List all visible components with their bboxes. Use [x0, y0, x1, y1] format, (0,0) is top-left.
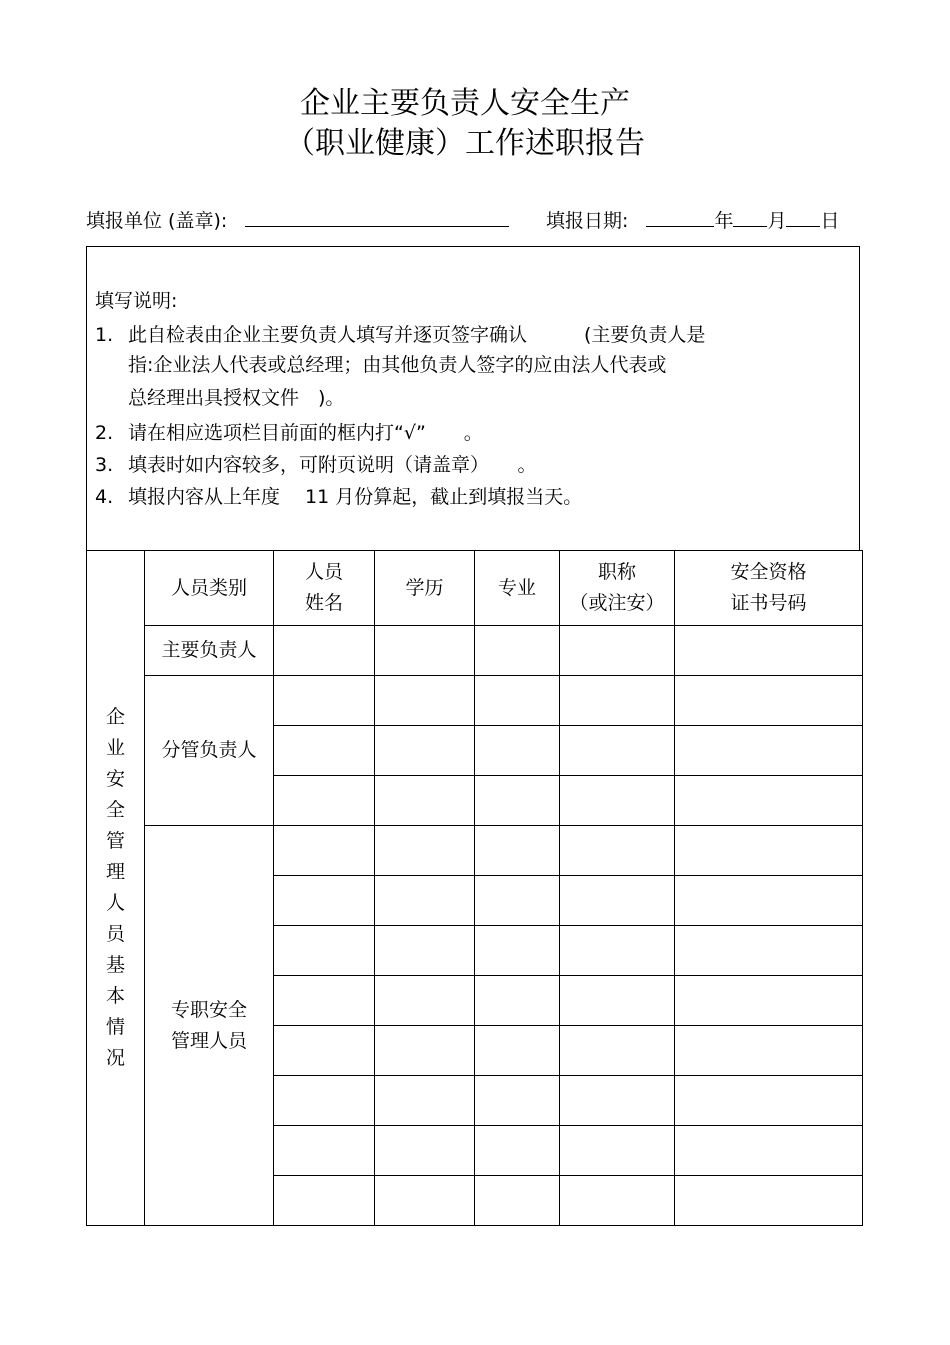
item-number: 4.: [95, 486, 114, 508]
table-cell[interactable]: [560, 626, 675, 676]
table-row: [87, 626, 863, 676]
table-cell[interactable]: [675, 776, 863, 826]
table-cell[interactable]: [560, 1126, 675, 1176]
side-label-cell: 企 业 安 全 管 理 人 员 基 本 情 况: [87, 551, 145, 1226]
table-cell[interactable]: [375, 876, 475, 926]
table-cell[interactable]: [375, 826, 475, 876]
table-cell[interactable]: [274, 776, 375, 826]
page-title: 企业主要负责人安全生产: [300, 86, 630, 121]
table-cell[interactable]: [475, 826, 560, 876]
unit-input-line[interactable]: [245, 206, 509, 227]
table-cell[interactable]: [675, 826, 863, 876]
table-cell[interactable]: [560, 876, 675, 926]
month-label: 月: [767, 210, 787, 232]
table-cell[interactable]: [475, 776, 560, 826]
table-cell[interactable]: [274, 1176, 375, 1226]
table-cell[interactable]: [375, 1026, 475, 1076]
item-2-line-1: 请在相应选项栏目前面的框内打“√” 。: [128, 422, 483, 444]
table-cell[interactable]: [375, 1076, 475, 1126]
table-cell[interactable]: [274, 726, 375, 776]
table-cell[interactable]: [375, 1176, 475, 1226]
unit-field: [86, 206, 509, 234]
table-cell[interactable]: [274, 976, 375, 1026]
table-cell[interactable]: [375, 626, 475, 676]
table-cell[interactable]: [375, 776, 475, 826]
group-fulltime-label: 专职安全 管理人员: [145, 826, 274, 1226]
table-cell[interactable]: [475, 726, 560, 776]
instructions-heading: 填写说明:: [95, 290, 178, 312]
item-1-line-1: 此自检表由企业主要负责人填写并逐页签字确认 (主要负责人是: [128, 324, 706, 346]
table-cell[interactable]: [475, 676, 560, 726]
unit-label: 填报单位 (盖章):: [86, 210, 228, 232]
header-title: 职称 （或注安）: [560, 551, 675, 626]
table-cell[interactable]: [274, 1026, 375, 1076]
table-cell[interactable]: [475, 1026, 560, 1076]
group-deputy-label: 分管负责人: [145, 676, 274, 826]
table-cell[interactable]: [375, 676, 475, 726]
day-input-line[interactable]: [786, 206, 820, 227]
date-label: 填报日期:: [546, 210, 629, 232]
table-cell[interactable]: [274, 876, 375, 926]
table-cell[interactable]: [560, 1026, 675, 1076]
item-number: 3.: [95, 454, 114, 476]
table-header-row: [87, 551, 863, 626]
table-cell[interactable]: [560, 676, 675, 726]
table-cell[interactable]: [675, 976, 863, 1026]
table-cell[interactable]: [375, 1126, 475, 1176]
table-cell[interactable]: [560, 776, 675, 826]
table-cell[interactable]: [675, 1076, 863, 1126]
item-number: 2.: [95, 422, 114, 444]
table-cell[interactable]: [274, 1076, 375, 1126]
table-cell[interactable]: [560, 1076, 675, 1126]
table-cell[interactable]: [274, 626, 375, 676]
header-major: 专业: [475, 551, 560, 626]
table-cell[interactable]: [560, 976, 675, 1026]
table-cell[interactable]: [675, 676, 863, 726]
table-cell[interactable]: [274, 1126, 375, 1176]
date-field: [546, 206, 840, 234]
table-cell[interactable]: [475, 1176, 560, 1226]
table-cell[interactable]: [475, 976, 560, 1026]
table-cell[interactable]: [475, 1126, 560, 1176]
table-cell[interactable]: [675, 1026, 863, 1076]
header-cert: 安全资格 证书号码: [675, 551, 863, 626]
month-input-line[interactable]: [733, 206, 767, 227]
page-subtitle: （职业健康）工作述职报告: [285, 126, 645, 161]
item-3-line-1: 填表时如内容较多，可附页说明（请盖章） 。: [128, 454, 537, 476]
table-cell[interactable]: [560, 926, 675, 976]
table-cell[interactable]: [675, 1126, 863, 1176]
instructions-box: [86, 246, 860, 550]
table-cell[interactable]: [475, 626, 560, 676]
personnel-table: [86, 550, 863, 1226]
table-cell[interactable]: [675, 1176, 863, 1226]
year-input-line[interactable]: [646, 206, 714, 227]
table-cell[interactable]: [560, 826, 675, 876]
year-label: 年: [714, 210, 734, 232]
item-1-line-3: 总经理出具授权文件 )。: [128, 387, 345, 409]
table-cell[interactable]: [274, 676, 375, 726]
table-cell[interactable]: [475, 1076, 560, 1126]
table-cell[interactable]: [675, 876, 863, 926]
table-cell[interactable]: [675, 626, 863, 676]
item-number: 1.: [95, 324, 114, 346]
table-cell[interactable]: [375, 926, 475, 976]
item-4-line-1: 填报内容从上年度 11 月份算起，截止到填报当天。: [128, 486, 583, 508]
table-cell[interactable]: [675, 926, 863, 976]
table-cell[interactable]: [475, 876, 560, 926]
table-cell[interactable]: [375, 976, 475, 1026]
table-cell[interactable]: [675, 726, 863, 776]
item-1-line-2: 指:企业法人代表或总经理；由其他负责人签字的应由法人代表或: [128, 354, 667, 376]
table-row: [87, 826, 863, 876]
group-main-label: 主要负责人: [145, 626, 274, 676]
table-cell[interactable]: [560, 1176, 675, 1226]
table-cell[interactable]: [375, 726, 475, 776]
day-label: 日: [820, 210, 840, 232]
table-row: [87, 676, 863, 726]
header-category: 人员类别: [145, 551, 274, 626]
table-cell[interactable]: [274, 826, 375, 876]
table-cell[interactable]: [274, 926, 375, 976]
table-cell[interactable]: [560, 726, 675, 776]
header-education: 学历: [375, 551, 475, 626]
table-cell[interactable]: [475, 926, 560, 976]
header-name: 人员 姓名: [274, 551, 375, 626]
